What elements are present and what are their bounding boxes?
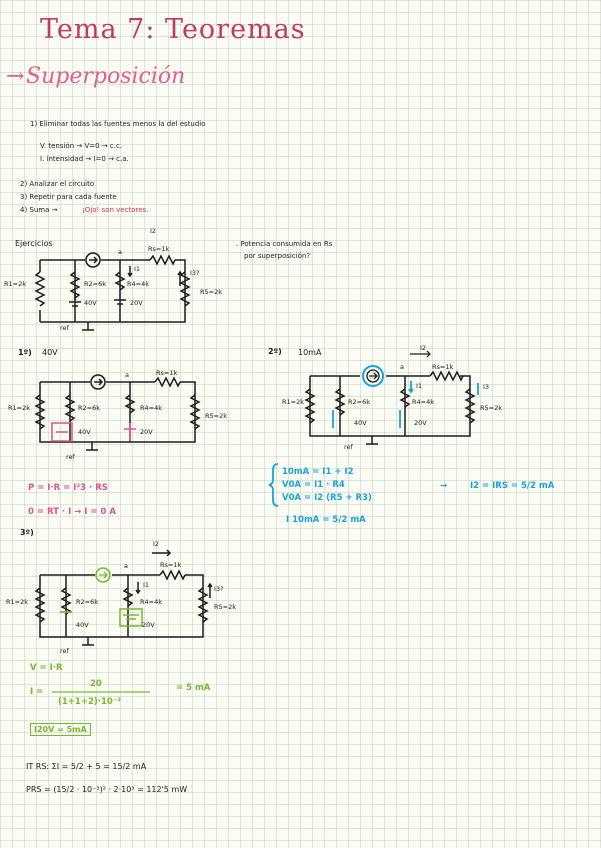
- c1-40v-label: 40V: [84, 299, 97, 307]
- c1-20v-label: 20V: [130, 299, 143, 307]
- c3-r4-label: R4=4k: [412, 398, 434, 406]
- c3-i3-label: I3: [483, 383, 490, 391]
- case3-boxed-result: I20V = 5mA: [30, 723, 91, 736]
- case2-final: I 10mA = 5/2 mA: [286, 515, 366, 525]
- case1-eq1: P = I·R = I²3 · RS: [28, 483, 108, 493]
- c2-40v-label: 40V: [78, 428, 91, 436]
- case2-arrow: →: [440, 481, 448, 491]
- step-2: 2) Analizar el circuito: [20, 180, 95, 188]
- c1-i2-label: I2: [150, 227, 157, 235]
- c1-i1-label: I1: [134, 265, 141, 273]
- c3-r1-label: R1=2k: [282, 398, 304, 406]
- c4-40v-label: 40V: [76, 621, 89, 629]
- exercise-question-1: . Potencia consumida en Rs: [236, 240, 333, 248]
- total-current: IT RS: ΣI = 5/2 + 5 = 15/2 mA: [26, 762, 147, 771]
- c3-i1-label: I1: [416, 382, 423, 390]
- case2-result: I2 = IRS = 5/2 mA: [470, 481, 555, 491]
- step-3: 3) Repetir para cada fuente: [20, 193, 117, 201]
- step-1: 1) Eliminar todas las fuentes menos la del estudio: [30, 120, 206, 128]
- c3-ref-label: ref: [344, 443, 353, 451]
- exercise-heading: Ejercicios: [15, 239, 53, 248]
- c4-i1-label: I1: [143, 581, 150, 589]
- c4-rs-label: Rs=1k: [160, 561, 182, 569]
- case2-sys3: V0A = I2 (R5 + R3): [282, 493, 372, 503]
- c3-rs-label: Rs=1k: [432, 363, 454, 371]
- section-arrow: →: [6, 64, 25, 89]
- c1-r1-label: R1=2k: [4, 280, 26, 288]
- case3-eq1: V = I·R: [30, 663, 63, 673]
- c1-r5-label: R5=2k: [200, 288, 222, 296]
- case1-eq2: 0 = RT · I → I = 0 A: [28, 507, 116, 517]
- c4-i3-label: I3?: [214, 585, 224, 593]
- c4-r5-label: R5=2k: [214, 603, 236, 611]
- c2-r4-label: R4=4k: [140, 404, 162, 412]
- c2-20v-label: 20V: [140, 428, 153, 436]
- c1-rs-label: Rs=1k: [148, 245, 170, 253]
- c4-20v-label: 20V: [142, 621, 155, 629]
- c3-20v-label: 20V: [414, 419, 427, 427]
- c2-ref-label: ref: [66, 453, 75, 461]
- case2-label: 2º): [268, 347, 282, 356]
- c1-node-a: a: [118, 248, 122, 256]
- c2-r1-label: R1=2k: [8, 404, 30, 412]
- c4-node-a: a: [124, 562, 128, 570]
- c1-r4-label: R4=4k: [127, 280, 149, 288]
- c3-i2-label: I2: [420, 344, 427, 352]
- c3-r5-label: R5=2k: [480, 404, 502, 412]
- step-4-warning: ¡Ojo! son vectores.: [82, 206, 149, 214]
- c2-rs-label: Rs=1k: [156, 369, 178, 377]
- case2-sys2: V0A = I1 · R4: [282, 480, 345, 490]
- c3-node-a: a: [400, 363, 404, 371]
- case3-denominator: (1+1+2)·10⁻³: [58, 697, 122, 707]
- step-1-voltage: V. tensión → V=0 → c.c.: [40, 142, 123, 150]
- step-4: 4) Suma →: [20, 206, 58, 214]
- exercise-question-2: por superposición?: [244, 252, 311, 260]
- c1-r2-label: R2=6k: [84, 280, 106, 288]
- c3-r2-label: R2=6k: [348, 398, 370, 406]
- c2-r5-label: R5=2k: [205, 412, 227, 420]
- total-power: PRS = (15/2 · 10⁻³)² · 2·10³ = 112'5 mW: [26, 785, 188, 794]
- c4-ref-label: ref: [60, 647, 69, 655]
- c1-i3-label: I3?: [190, 269, 200, 277]
- case2-source: 10mA: [298, 348, 322, 357]
- case2-sys1: 10mA = I1 + I2: [282, 467, 354, 477]
- c2-node-a: a: [125, 371, 129, 379]
- case3-numerator: 20: [90, 679, 102, 689]
- c4-r1-label: R1=2k: [6, 598, 28, 606]
- case3-lhs: I =: [30, 687, 44, 697]
- page-title: Tema 7: Teoremas: [40, 14, 306, 45]
- c1-ref-label: ref: [60, 324, 69, 332]
- case3-label: 3º): [20, 528, 34, 537]
- c2-r2-label: R2=6k: [78, 404, 100, 412]
- step-1-current: I. intensidad → I=0 → c.a.: [40, 155, 129, 163]
- case3-result: = 5 mA: [176, 683, 211, 693]
- c4-r4-label: R4=4k: [140, 598, 162, 606]
- case1-source: 40V: [42, 348, 58, 357]
- c4-r2-label: R2=6k: [76, 598, 98, 606]
- c4-i2-label: I2: [153, 540, 160, 548]
- case1-label: 1º): [18, 348, 32, 357]
- c3-40v-label: 40V: [354, 419, 367, 427]
- section-subtitle: Superposición: [26, 64, 186, 89]
